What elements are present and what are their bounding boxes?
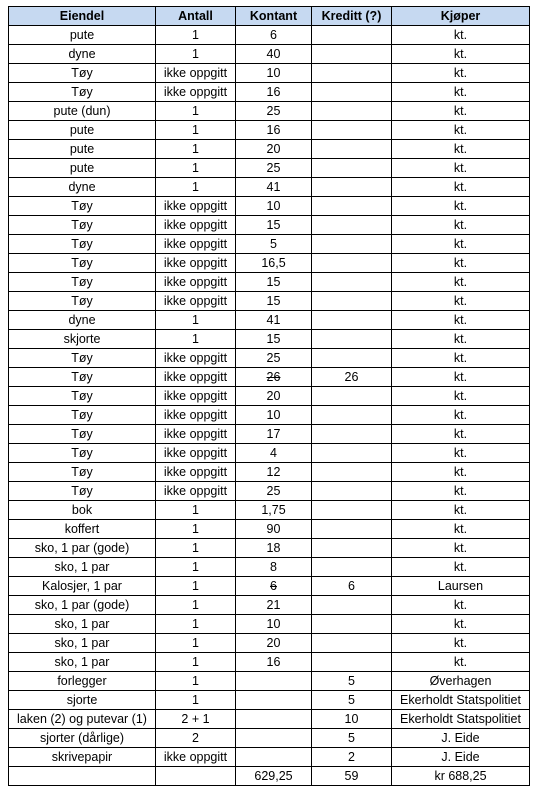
cell-kreditt	[312, 387, 392, 406]
cell-kontant: 25	[236, 349, 312, 368]
cell-eiendel: Tøy	[9, 425, 156, 444]
cell-kreditt	[312, 64, 392, 83]
cell-kreditt	[312, 254, 392, 273]
cell-kjoper: kt.	[392, 539, 530, 558]
cell-kontant: 6	[236, 26, 312, 45]
cell-kjoper: kt.	[392, 425, 530, 444]
cell-antall: ikke oppgitt	[156, 748, 236, 767]
total-qty	[156, 767, 236, 786]
cell-eiendel: sko, 1 par	[9, 615, 156, 634]
cell-antall: ikke oppgitt	[156, 83, 236, 102]
cell-eiendel: Tøy	[9, 235, 156, 254]
cell-eiendel: Kalosjer, 1 par	[9, 577, 156, 596]
total-cash: 629,25	[236, 767, 312, 786]
cell-kreditt: 5	[312, 672, 392, 691]
cell-kjoper: kt.	[392, 216, 530, 235]
cell-kreditt: 5	[312, 729, 392, 748]
cell-kjoper: kt.	[392, 254, 530, 273]
cell-kjoper: kt.	[392, 197, 530, 216]
cell-kjoper: Ekerholdt Statspolitiet	[392, 691, 530, 710]
cell-kreditt: 10	[312, 710, 392, 729]
cell-kontant: 20	[236, 140, 312, 159]
cell-eiendel: sjorter (dårlige)	[9, 729, 156, 748]
cell-antall: 1	[156, 159, 236, 178]
table-row	[9, 121, 530, 140]
cell-antall: ikke oppgitt	[156, 425, 236, 444]
cell-kjoper: kt.	[392, 558, 530, 577]
cell-eiendel: pute	[9, 26, 156, 45]
cell-eiendel: Tøy	[9, 216, 156, 235]
header-eiendel: Eiendel	[9, 7, 156, 26]
cell-eiendel: Tøy	[9, 406, 156, 425]
cell-kreditt: 2	[312, 748, 392, 767]
cell-antall: ikke oppgitt	[156, 273, 236, 292]
table-row	[9, 311, 530, 330]
totals-row	[9, 767, 530, 786]
cell-antall: 1	[156, 330, 236, 349]
table-row	[9, 653, 530, 672]
cell-eiendel: Tøy	[9, 368, 156, 387]
cell-antall: 1	[156, 121, 236, 140]
cell-kontant: 6	[236, 577, 312, 596]
cell-kjoper: kt.	[392, 273, 530, 292]
cell-kjoper: kt.	[392, 368, 530, 387]
cell-antall: ikke oppgitt	[156, 387, 236, 406]
cell-kjoper: kt.	[392, 45, 530, 64]
cell-kreditt: 5	[312, 691, 392, 710]
table-row	[9, 330, 530, 349]
cell-kreditt	[312, 558, 392, 577]
cell-antall: 1	[156, 577, 236, 596]
cell-eiendel: sjorte	[9, 691, 156, 710]
cell-kjoper: J. Eide	[392, 748, 530, 767]
cell-eiendel: skjorte	[9, 330, 156, 349]
cell-antall: 1	[156, 178, 236, 197]
cell-kjoper: kt.	[392, 406, 530, 425]
cell-kreditt	[312, 159, 392, 178]
cell-kreditt	[312, 349, 392, 368]
cell-kjoper: kt.	[392, 140, 530, 159]
table-row	[9, 387, 530, 406]
table-row	[9, 368, 530, 387]
cell-kjoper: kt.	[392, 292, 530, 311]
cell-kontant: 26	[236, 368, 312, 387]
cell-eiendel: sko, 1 par	[9, 558, 156, 577]
table-body	[9, 26, 530, 767]
table-row	[9, 140, 530, 159]
cell-eiendel: skrivepapir	[9, 748, 156, 767]
table-row	[9, 501, 530, 520]
cell-antall: ikke oppgitt	[156, 197, 236, 216]
cell-kontant: 10	[236, 406, 312, 425]
cell-eiendel: Tøy	[9, 197, 156, 216]
cell-kjoper: kt.	[392, 159, 530, 178]
cell-kreditt	[312, 216, 392, 235]
cell-eiendel: bok	[9, 501, 156, 520]
cell-antall: ikke oppgitt	[156, 64, 236, 83]
header-kjoper: Kjøper	[392, 7, 530, 26]
table-row	[9, 520, 530, 539]
cell-kjoper: kt.	[392, 178, 530, 197]
cell-kontant: 10	[236, 64, 312, 83]
cell-eiendel: pute	[9, 159, 156, 178]
cell-kreditt	[312, 520, 392, 539]
cell-kjoper: kt.	[392, 444, 530, 463]
cell-kjoper: kt.	[392, 615, 530, 634]
cell-antall: 1	[156, 539, 236, 558]
cell-kjoper: kt.	[392, 596, 530, 615]
table-row	[9, 672, 530, 691]
table-row	[9, 216, 530, 235]
cell-eiendel: Tøy	[9, 349, 156, 368]
cell-antall: 1	[156, 672, 236, 691]
header-kreditt: Kreditt (?)	[312, 7, 392, 26]
cell-kreditt	[312, 444, 392, 463]
total-item	[9, 767, 156, 786]
table-row	[9, 102, 530, 121]
cell-kontant: 5	[236, 235, 312, 254]
table-row	[9, 178, 530, 197]
table-row	[9, 539, 530, 558]
cell-kjoper: kt.	[392, 387, 530, 406]
cell-antall: ikke oppgitt	[156, 406, 236, 425]
cell-eiendel: koffert	[9, 520, 156, 539]
table-row	[9, 444, 530, 463]
cell-kontant	[236, 748, 312, 767]
cell-kjoper: kt.	[392, 83, 530, 102]
header-kontant: Kontant	[236, 7, 312, 26]
cell-antall: ikke oppgitt	[156, 463, 236, 482]
table-row	[9, 83, 530, 102]
cell-antall: 1	[156, 102, 236, 121]
total-credit: 59	[312, 767, 392, 786]
cell-kreditt	[312, 463, 392, 482]
cell-kreditt	[312, 197, 392, 216]
cell-kreditt	[312, 140, 392, 159]
table-row	[9, 159, 530, 178]
cell-antall: ikke oppgitt	[156, 482, 236, 501]
cell-antall: 1	[156, 501, 236, 520]
cell-kreditt	[312, 83, 392, 102]
cell-kreditt	[312, 26, 392, 45]
cell-kreditt	[312, 330, 392, 349]
cell-kreditt	[312, 425, 392, 444]
cell-kreditt	[312, 634, 392, 653]
cell-kjoper: kt.	[392, 501, 530, 520]
cell-antall: 1	[156, 558, 236, 577]
cell-antall: ikke oppgitt	[156, 216, 236, 235]
cell-kontant: 4	[236, 444, 312, 463]
cell-eiendel: forlegger	[9, 672, 156, 691]
table-row	[9, 596, 530, 615]
cell-antall: 1	[156, 615, 236, 634]
cell-eiendel: Tøy	[9, 444, 156, 463]
cell-kjoper: Ekerholdt Statspolitiet	[392, 710, 530, 729]
cell-kontant	[236, 672, 312, 691]
table-row	[9, 292, 530, 311]
cell-eiendel: pute	[9, 140, 156, 159]
table-row	[9, 64, 530, 83]
cell-antall: ikke oppgitt	[156, 368, 236, 387]
cell-kreditt	[312, 292, 392, 311]
cell-antall: ikke oppgitt	[156, 254, 236, 273]
cell-antall: ikke oppgitt	[156, 235, 236, 254]
table-row	[9, 748, 530, 767]
cell-kontant: 25	[236, 102, 312, 121]
cell-kjoper: kt.	[392, 64, 530, 83]
cell-kjoper: Øverhagen	[392, 672, 530, 691]
cell-kontant: 12	[236, 463, 312, 482]
table-row	[9, 482, 530, 501]
cell-eiendel: dyne	[9, 45, 156, 64]
table-row	[9, 349, 530, 368]
cell-eiendel: sko, 1 par	[9, 634, 156, 653]
cell-eiendel: Tøy	[9, 463, 156, 482]
cell-antall: 1	[156, 45, 236, 64]
cell-kjoper: kt.	[392, 102, 530, 121]
cell-kjoper: kt.	[392, 520, 530, 539]
header-antall: Antall	[156, 7, 236, 26]
cell-eiendel: laken (2) og putevar (1)	[9, 710, 156, 729]
cell-kjoper: Laursen	[392, 577, 530, 596]
table-row	[9, 26, 530, 45]
cell-kontant	[236, 710, 312, 729]
cell-antall: 1	[156, 311, 236, 330]
cell-kreditt	[312, 273, 392, 292]
cell-eiendel: dyne	[9, 178, 156, 197]
cell-kreditt	[312, 596, 392, 615]
table-row	[9, 634, 530, 653]
cell-kreditt: 26	[312, 368, 392, 387]
cell-kjoper: kt.	[392, 121, 530, 140]
cell-kreditt	[312, 235, 392, 254]
cell-kontant: 8	[236, 558, 312, 577]
cell-antall: 1	[156, 26, 236, 45]
cell-antall: 1	[156, 596, 236, 615]
table-row	[9, 425, 530, 444]
table-row	[9, 406, 530, 425]
cell-kontant: 20	[236, 387, 312, 406]
cell-eiendel: Tøy	[9, 387, 156, 406]
cell-kjoper: J. Eide	[392, 729, 530, 748]
table-row	[9, 729, 530, 748]
table-row	[9, 235, 530, 254]
cell-kontant: 10	[236, 615, 312, 634]
cell-kontant: 25	[236, 482, 312, 501]
cell-eiendel: Tøy	[9, 482, 156, 501]
cell-kontant: 15	[236, 330, 312, 349]
cell-kontant: 1,75	[236, 501, 312, 520]
cell-eiendel: Tøy	[9, 292, 156, 311]
cell-antall: 1	[156, 520, 236, 539]
inventory-sheet	[8, 6, 530, 786]
table-row	[9, 710, 530, 729]
cell-kjoper: kt.	[392, 330, 530, 349]
cell-kreditt	[312, 121, 392, 140]
cell-kreditt	[312, 178, 392, 197]
cell-eiendel: Tøy	[9, 254, 156, 273]
cell-kontant: 16,5	[236, 254, 312, 273]
cell-kjoper: kt.	[392, 349, 530, 368]
cell-eiendel: pute	[9, 121, 156, 140]
cell-antall: ikke oppgitt	[156, 349, 236, 368]
cell-kontant: 41	[236, 311, 312, 330]
cell-kreditt	[312, 653, 392, 672]
cell-kontant: 15	[236, 216, 312, 235]
cell-eiendel: sko, 1 par	[9, 653, 156, 672]
cell-kontant: 16	[236, 83, 312, 102]
cell-kjoper: kt.	[392, 463, 530, 482]
table-row	[9, 197, 530, 216]
cell-antall: ikke oppgitt	[156, 444, 236, 463]
cell-eiendel: sko, 1 par (gode)	[9, 539, 156, 558]
cell-kontant: 21	[236, 596, 312, 615]
cell-kontant: 16	[236, 121, 312, 140]
cell-kreditt	[312, 482, 392, 501]
cell-kontant: 20	[236, 634, 312, 653]
cell-kjoper: kt.	[392, 235, 530, 254]
cell-antall: 2	[156, 729, 236, 748]
cell-antall: ikke oppgitt	[156, 292, 236, 311]
table-row	[9, 463, 530, 482]
table-row	[9, 273, 530, 292]
cell-kreditt	[312, 406, 392, 425]
table-row	[9, 558, 530, 577]
cell-kreditt	[312, 102, 392, 121]
cell-kontant	[236, 729, 312, 748]
cell-kontant	[236, 691, 312, 710]
cell-kreditt	[312, 45, 392, 64]
cell-kontant: 17	[236, 425, 312, 444]
cell-kontant: 90	[236, 520, 312, 539]
cell-kontant: 40	[236, 45, 312, 64]
cell-kjoper: kt.	[392, 26, 530, 45]
cell-kreditt: 6	[312, 577, 392, 596]
cell-eiendel: Tøy	[9, 273, 156, 292]
cell-kontant: 18	[236, 539, 312, 558]
cell-kjoper: kt.	[392, 482, 530, 501]
cell-kreditt	[312, 615, 392, 634]
cell-eiendel: Tøy	[9, 64, 156, 83]
table-row	[9, 45, 530, 64]
cell-kreditt	[312, 311, 392, 330]
cell-kontant: 16	[236, 653, 312, 672]
cell-eiendel: dyne	[9, 311, 156, 330]
total-buyer: kr 688,25	[392, 767, 530, 786]
header-row	[9, 7, 530, 26]
cell-kontant: 10	[236, 197, 312, 216]
cell-antall: 1	[156, 653, 236, 672]
cell-antall: 1	[156, 634, 236, 653]
cell-eiendel: pute (dun)	[9, 102, 156, 121]
cell-antall: 2 + 1	[156, 710, 236, 729]
table-row	[9, 577, 530, 596]
cell-kreditt	[312, 539, 392, 558]
cell-eiendel: Tøy	[9, 83, 156, 102]
cell-antall: 1	[156, 691, 236, 710]
cell-kjoper: kt.	[392, 311, 530, 330]
cell-kjoper: kt.	[392, 634, 530, 653]
cell-kontant: 41	[236, 178, 312, 197]
cell-eiendel: sko, 1 par (gode)	[9, 596, 156, 615]
cell-kreditt	[312, 501, 392, 520]
cell-kjoper: kt.	[392, 653, 530, 672]
cell-antall: 1	[156, 140, 236, 159]
table-row	[9, 254, 530, 273]
inventory-table	[8, 6, 530, 786]
cell-kontant: 25	[236, 159, 312, 178]
cell-kontant: 15	[236, 292, 312, 311]
table-row	[9, 691, 530, 710]
cell-kontant: 15	[236, 273, 312, 292]
table-row	[9, 615, 530, 634]
